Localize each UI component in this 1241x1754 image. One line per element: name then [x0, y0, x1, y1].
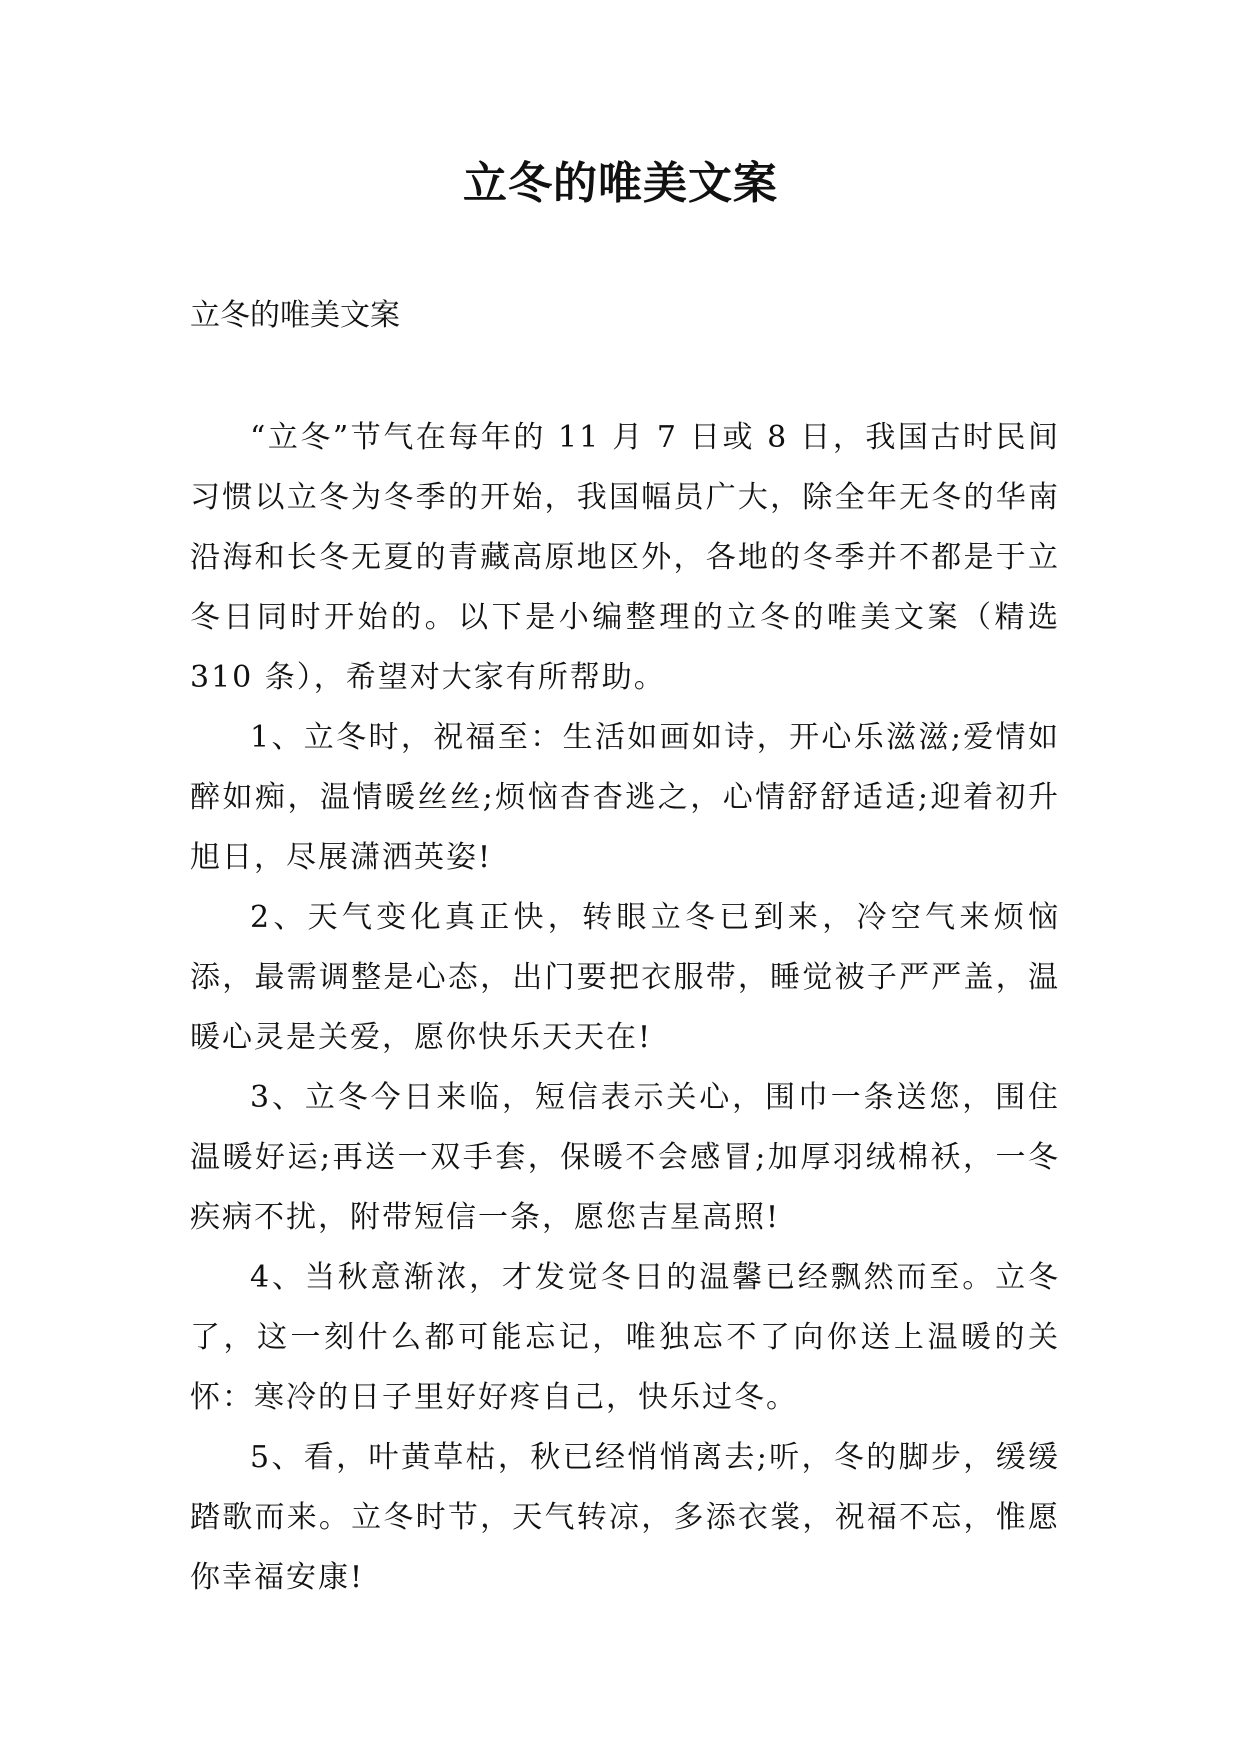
list-item-4: 4、当秋意渐浓，才发觉冬日的温馨已经飘然而至。立冬了，这一刻什么都可能忘记，唯独忘不了向你送上温暖的关怀：寒冷的日子里好好疼自己，快乐过冬。: [190, 1260, 1060, 1415]
intro-paragraph: “立冬”节气在每年的 11 月 7 日或 8 日，我国古时民间习惯以立冬为冬季的开始，我国幅员广大，除全年无冬的华南沿海和长冬无夏的青藏高原地区外，各地的冬季并不都是于立冬日同时开始的。以下是小编整理的立冬的唯美文案（精选 310 条），希望对大家有所帮助。: [190, 420, 1060, 695]
list-item-2: 2、天气变化真正快，转眼立冬已到来，冷空气来烦恼添，最需调整是心态，出门要把衣服带，睡觉被子严严盖，温暖心灵是关爱，愿你快乐天天在!: [190, 900, 1060, 1055]
list-item-5: 5、看，叶黄草枯，秋已经悄悄离去;听，冬的脚步，缓缓踏歌而来。立冬时节，天气转凉，多添衣裳，祝福不忘，惟愿你幸福安康!: [190, 1440, 1060, 1595]
list-item-3: 3、立冬今日来临，短信表示关心，围巾一条送您，围住温暖好运;再送一双手套，保暖不会感冒;加厚羽绒棉袄，一冬疾病不扰，附带短信一条，愿您吉星高照!: [190, 1080, 1060, 1235]
document-title: 立冬的唯美文案: [463, 158, 778, 209]
document-subtitle: 立冬的唯美文案: [190, 298, 400, 333]
document-body: [190, 408, 1060, 1608]
list-item-1: 1、立冬时，祝福至：生活如画如诗，开心乐滋滋;爱情如醉如痴，温情暖丝丝;烦恼杳杳逃之，心情舒舒适适;迎着初升旭日，尽展潇洒英姿!: [190, 720, 1060, 875]
